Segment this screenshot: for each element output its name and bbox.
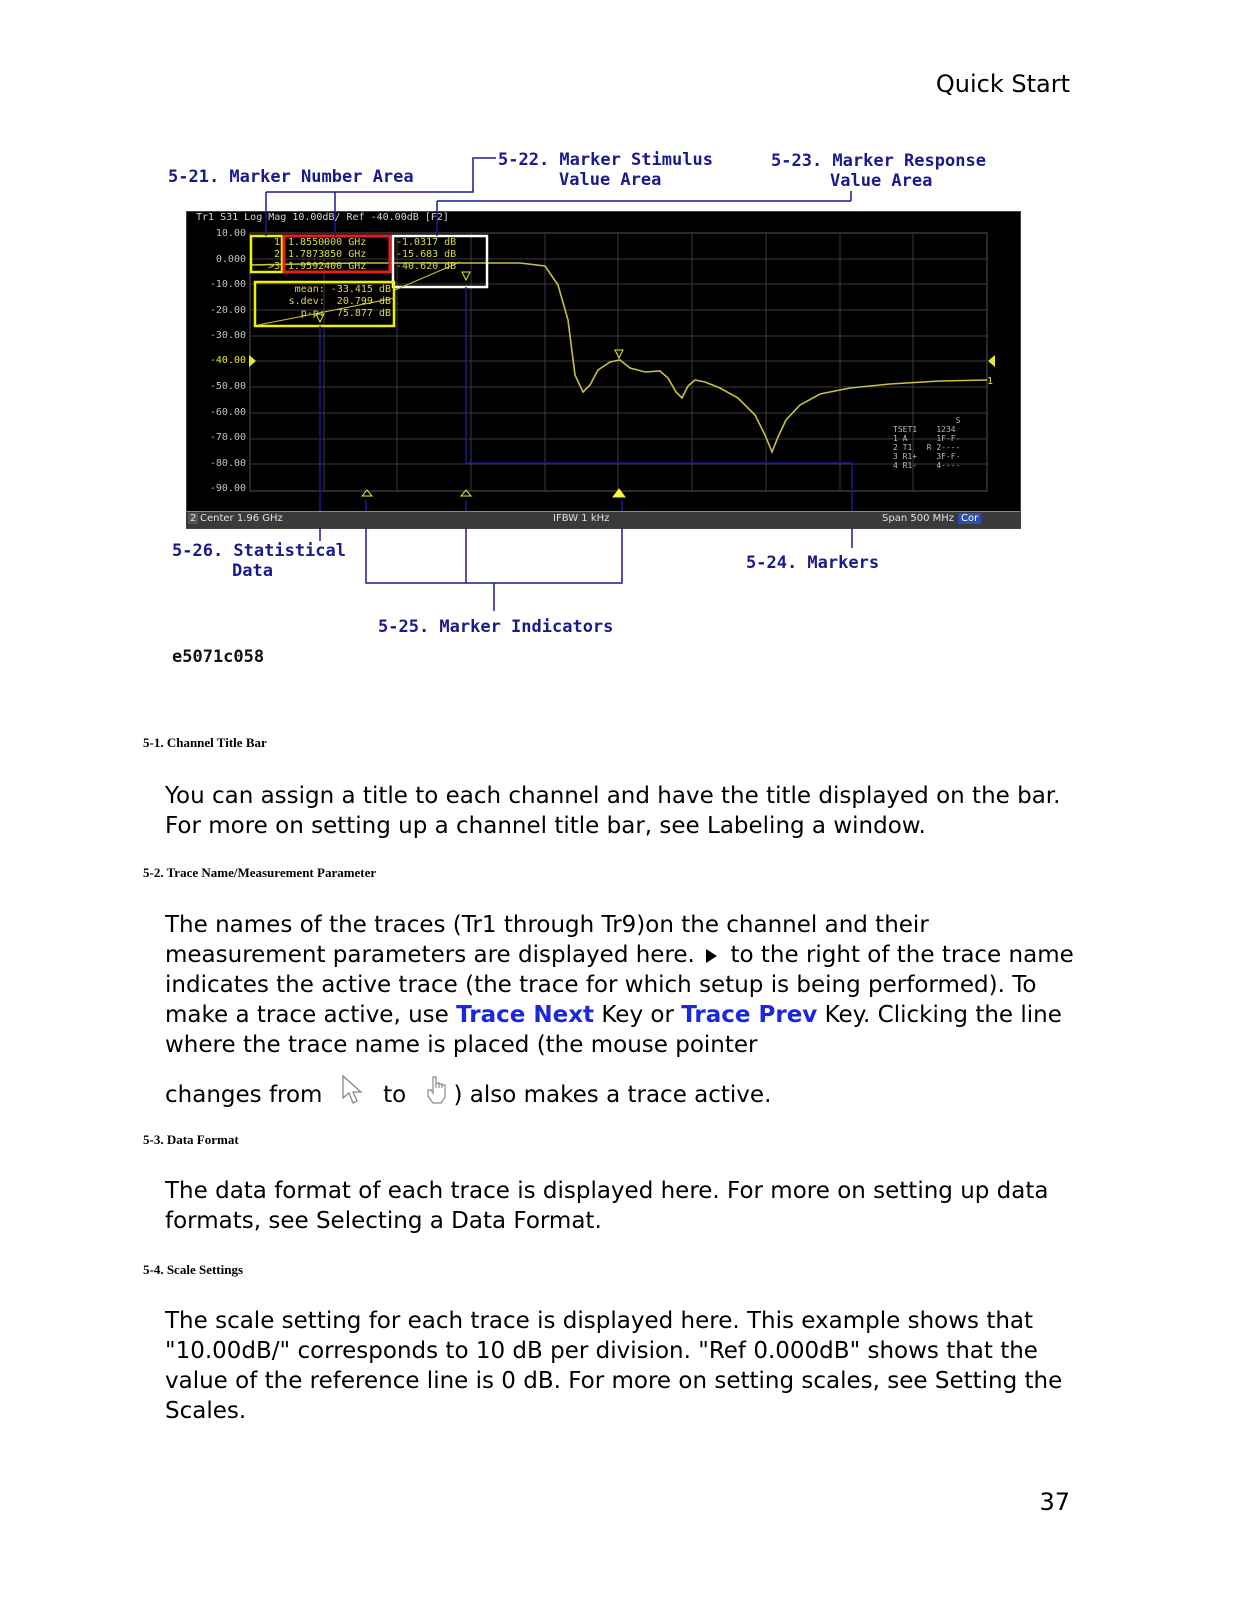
callout-marker-indicators: 5-25. Marker Indicators (378, 617, 614, 637)
trace-end-label: 1 (987, 376, 994, 387)
y-tick: -30.00 (209, 330, 246, 341)
y-tick: -10.00 (209, 279, 246, 290)
callout-leader-lines (266, 158, 852, 611)
callout-marker-response-line1: 5-23. Marker Response (771, 151, 986, 171)
callout-statistical-line1: 5-26. Statistical (172, 541, 346, 561)
marker-stimulus: 1.7873850 GHz (288, 249, 367, 260)
text-run: to the right of the trace name indicates the active trace (the trace for which setup is being performed). To make a trace active, use (165, 942, 1074, 1028)
marker-response-values (396, 237, 456, 273)
callout-marker-response-line2: Value Area (830, 171, 933, 191)
section-text-5-3: The data format of each trace is displayed here. For more on setting up data formats, see Selecting a Data Format. (165, 1178, 1049, 1234)
marker-stimulus: 1.9592400 GHz (288, 261, 367, 272)
section-heading-5-2: 5-2. Trace Name/Measurement Parameter (143, 865, 377, 880)
y-tick: -50.00 (209, 381, 246, 392)
text-run: Key or (601, 1002, 674, 1028)
y-tick: -20.00 (209, 305, 246, 316)
text-run: The names of the traces (Tr1 through Tr9)on the channel and their measurement parameters are displayed here. (165, 912, 929, 968)
callout-marker-number-area: 5-21. Marker Number Area (168, 167, 414, 187)
trace-next-key: Trace Next (456, 1002, 595, 1028)
statistics-values (258, 284, 391, 320)
tset-line: S (955, 416, 961, 425)
marker-number: 2 (273, 249, 280, 260)
marker-indicators (362, 489, 625, 497)
section-heading-5-3: 5-3. Data Format (143, 1132, 239, 1147)
trace-prev-key: Trace Prev (681, 1002, 818, 1028)
status-channel-number: 2 (190, 513, 197, 524)
y-tick: 10.00 (215, 228, 246, 239)
section-text-5-1: You can assign a title to each channel and have the title displayed on the bar. For more on setting up a channel title bar, see Labeling a window. (165, 783, 1061, 839)
marker-response: -1.0317 dB (396, 237, 457, 248)
y-tick: 0.000 (215, 254, 246, 265)
trace-setting-table (893, 416, 960, 470)
marker-number: 1 (273, 237, 280, 248)
stat-sdev: s.dev: 20.799 dB (288, 296, 391, 307)
text-run: changes from (165, 1082, 323, 1108)
tset-line: 4 R1- 4---- (893, 461, 961, 470)
ref-level-right-marker (988, 355, 995, 367)
status-correction-badge: Cor (958, 513, 981, 524)
channel-title-bar: Tr1 S31 Log Mag 10.00dB/ Ref -40.00dB [F2] (196, 212, 449, 223)
marker-response: -40.620 dB (396, 261, 457, 272)
stat-pp: p-p: 75.877 dB (300, 308, 391, 319)
text-run: ) also makes a trace active. (453, 1082, 772, 1108)
callout-markers: 5-24. Markers (746, 553, 880, 573)
page-number: 37 (1039, 1488, 1070, 1516)
marker-stimulus: 1.8550000 GHz (288, 237, 367, 248)
stat-mean: mean: -33.415 dB (294, 284, 391, 295)
hand-pointer-icon (424, 1074, 452, 1116)
figure-overlay (0, 0, 1237, 700)
ref-level-left-marker (249, 355, 256, 367)
y-tick: -60.00 (209, 407, 246, 418)
tset-line: 1 A 1F-F- (893, 434, 961, 443)
section-text-5-2 (165, 910, 1085, 1116)
tset-line: 2 T1 R 2---- (893, 443, 961, 452)
marker-stimulus-values (288, 237, 366, 273)
status-ifbw: IFBW 1 kHz (553, 513, 610, 524)
active-trace-triangle-icon (706, 949, 717, 963)
callout-marker-stimulus-line1: 5-22. Marker Stimulus (498, 150, 713, 170)
tset-line: TSET1 1234 (893, 425, 956, 434)
text-run: to (383, 1082, 407, 1108)
callout-statistical-line2: Data (232, 561, 273, 581)
y-tick-ref: -40.00 (209, 355, 246, 366)
status-span: Span 500 MHz (882, 513, 955, 524)
marker-response: -15.683 dB (396, 249, 457, 260)
text-run: Key. Clicking the line where the trace name is placed (the mouse pointer (165, 1002, 1062, 1058)
y-tick: -80.00 (209, 458, 246, 469)
pointer-change-line (165, 1074, 1085, 1116)
instrument-status-bar (186, 511, 1020, 528)
marker-number-active: >3 (267, 261, 280, 272)
section-heading-5-4: 5-4. Scale Settings (143, 1262, 244, 1277)
marker-numbers (254, 237, 280, 273)
arrow-pointer-icon (340, 1074, 366, 1116)
y-tick: -70.00 (209, 432, 246, 443)
figure-id: e5071c058 (172, 647, 265, 667)
tset-line: 3 R1+ 3F-F- (893, 452, 961, 461)
y-tick: -90.00 (209, 483, 246, 494)
running-header: Quick Start (935, 70, 1070, 98)
section-text-5-4: The scale setting for each trace is displayed here. This example shows that "10.00dB/" corresponds to 10 dB per division. "Ref 0.000dB" shows that the value of the reference line is 0 dB. For more on setting scales, see Setting the Scales. (165, 1308, 1063, 1424)
section-heading-5-1: 5-1. Channel Title Bar (143, 735, 267, 750)
status-center-frequency: Center 1.96 GHz (200, 513, 283, 524)
callout-marker-stimulus-line2: Value Area (559, 170, 662, 190)
